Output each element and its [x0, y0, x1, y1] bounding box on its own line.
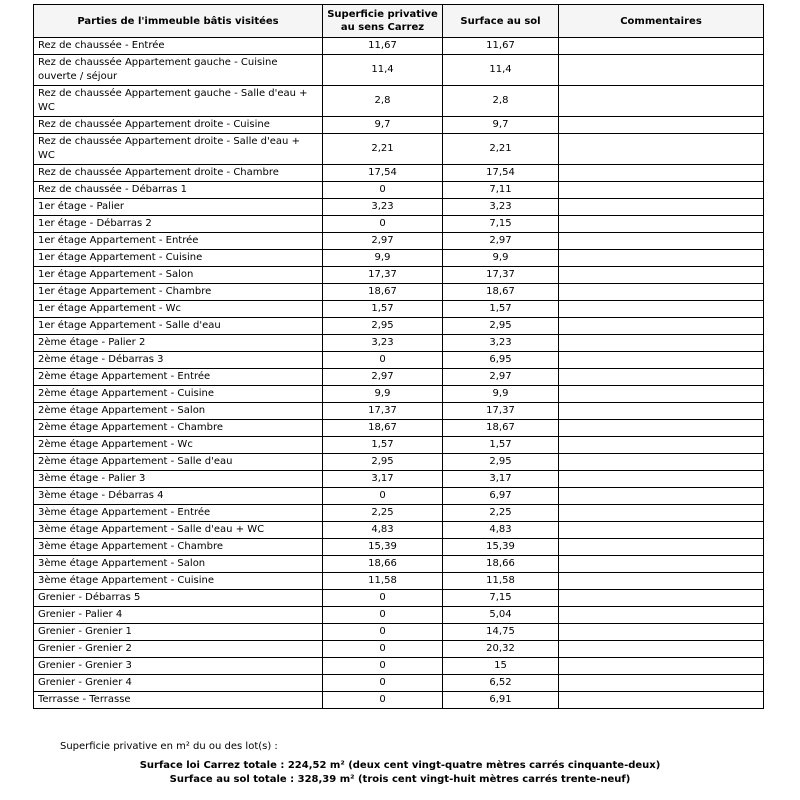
surface-table — [33, 4, 764, 709]
cell-superficie-carrez: 18,67 — [323, 284, 443, 301]
cell-surface-sol: 1,57 — [443, 301, 559, 318]
cell-partie: Grenier - Grenier 3 — [34, 658, 323, 675]
cell-surface-sol: 18,67 — [443, 284, 559, 301]
cell-commentaire — [559, 335, 764, 352]
table-row — [34, 38, 764, 55]
cell-partie: 2ème étage - Débarras 3 — [34, 352, 323, 369]
cell-superficie-carrez: 11,4 — [323, 55, 443, 86]
cell-superficie-carrez: 11,67 — [323, 38, 443, 55]
header-row — [34, 5, 764, 38]
cell-superficie-carrez: 9,7 — [323, 117, 443, 134]
cell-surface-sol: 15,39 — [443, 539, 559, 556]
cell-commentaire — [559, 386, 764, 403]
total-surface-sol: Surface au sol totale : 328,39 m² (trois cent vingt-huit mètres carrés trente-neuf) — [169, 774, 631, 785]
cell-surface-sol: 6,52 — [443, 675, 559, 692]
table-row — [34, 182, 764, 199]
cell-commentaire — [559, 318, 764, 335]
cell-partie: Grenier - Grenier 2 — [34, 641, 323, 658]
table-row — [34, 250, 764, 267]
cell-superficie-carrez: 2,97 — [323, 233, 443, 250]
cell-partie: 3ème étage Appartement - Entrée — [34, 505, 323, 522]
cell-commentaire — [559, 454, 764, 471]
cell-commentaire — [559, 117, 764, 134]
cell-partie: 3ème étage Appartement - Cuisine — [34, 573, 323, 590]
table-body — [34, 38, 764, 709]
cell-commentaire — [559, 692, 764, 709]
table-row — [34, 403, 764, 420]
cell-commentaire — [559, 301, 764, 318]
cell-surface-sol: 7,11 — [443, 182, 559, 199]
cell-surface-sol: 1,57 — [443, 437, 559, 454]
cell-superficie-carrez: 2,95 — [323, 318, 443, 335]
cell-commentaire — [559, 86, 764, 117]
cell-commentaire — [559, 641, 764, 658]
cell-partie: 1er étage Appartement - Chambre — [34, 284, 323, 301]
cell-partie: 1er étage - Palier — [34, 199, 323, 216]
table-row — [34, 675, 764, 692]
cell-surface-sol: 9,7 — [443, 117, 559, 134]
table-row — [34, 641, 764, 658]
cell-commentaire — [559, 403, 764, 420]
table-row — [34, 369, 764, 386]
cell-commentaire — [559, 134, 764, 165]
cell-commentaire — [559, 182, 764, 199]
totals-block — [0, 759, 800, 787]
table-row — [34, 233, 764, 250]
table-row — [34, 86, 764, 117]
table-row — [34, 471, 764, 488]
cell-partie: 1er étage Appartement - Salle d'eau — [34, 318, 323, 335]
cell-surface-sol: 18,67 — [443, 420, 559, 437]
table-row — [34, 522, 764, 539]
cell-superficie-carrez: 0 — [323, 216, 443, 233]
cell-partie: Rez de chaussée Appartement droite - Salle d'eau + WC — [34, 134, 323, 165]
col-header-superficie-carrez: Superficie privative au sens Carrez — [323, 5, 443, 38]
table-row — [34, 301, 764, 318]
cell-partie: Grenier - Débarras 5 — [34, 590, 323, 607]
cell-superficie-carrez: 9,9 — [323, 250, 443, 267]
cell-surface-sol: 4,83 — [443, 522, 559, 539]
cell-surface-sol: 7,15 — [443, 216, 559, 233]
cell-commentaire — [559, 675, 764, 692]
cell-commentaire — [559, 216, 764, 233]
cell-superficie-carrez: 3,23 — [323, 335, 443, 352]
cell-partie: 2ème étage Appartement - Wc — [34, 437, 323, 454]
cell-superficie-carrez: 17,37 — [323, 267, 443, 284]
cell-superficie-carrez: 3,23 — [323, 199, 443, 216]
table-row — [34, 658, 764, 675]
cell-commentaire — [559, 658, 764, 675]
total-loi-carrez: Surface loi Carrez totale : 224,52 m² (deux cent vingt-quatre mètres carrés cinquante-deux) — [139, 760, 661, 771]
cell-surface-sol: 7,15 — [443, 590, 559, 607]
cell-partie: 3ème étage Appartement - Chambre — [34, 539, 323, 556]
table-row — [34, 117, 764, 134]
cell-surface-sol: 18,66 — [443, 556, 559, 573]
cell-partie: 1er étage Appartement - Cuisine — [34, 250, 323, 267]
cell-superficie-carrez: 2,95 — [323, 454, 443, 471]
cell-surface-sol: 2,95 — [443, 454, 559, 471]
cell-commentaire — [559, 556, 764, 573]
cell-superficie-carrez: 0 — [323, 488, 443, 505]
cell-partie: 2ème étage Appartement - Cuisine — [34, 386, 323, 403]
table-header — [34, 5, 764, 38]
cell-commentaire — [559, 522, 764, 539]
cell-surface-sol: 17,37 — [443, 403, 559, 420]
table-row — [34, 134, 764, 165]
cell-commentaire — [559, 199, 764, 216]
cell-superficie-carrez: 3,17 — [323, 471, 443, 488]
col-header-commentaires: Commentaires — [559, 5, 764, 38]
cell-superficie-carrez: 0 — [323, 624, 443, 641]
cell-commentaire — [559, 488, 764, 505]
cell-partie: 2ème étage Appartement - Entrée — [34, 369, 323, 386]
cell-partie: Rez de chaussée Appartement gauche - Salle d'eau + WC — [34, 86, 323, 117]
cell-surface-sol: 17,54 — [443, 165, 559, 182]
table-row — [34, 505, 764, 522]
cell-superficie-carrez: 15,39 — [323, 539, 443, 556]
cell-commentaire — [559, 165, 764, 182]
cell-surface-sol: 2,95 — [443, 318, 559, 335]
cell-superficie-carrez: 18,66 — [323, 556, 443, 573]
table-row — [34, 216, 764, 233]
table-row — [34, 454, 764, 471]
cell-commentaire — [559, 38, 764, 55]
cell-commentaire — [559, 55, 764, 86]
superficie-note: Superficie privative en m² du ou des lot(s) : — [60, 741, 278, 752]
cell-superficie-carrez: 11,58 — [323, 573, 443, 590]
cell-commentaire — [559, 539, 764, 556]
table-row — [34, 199, 764, 216]
cell-partie: Grenier - Palier 4 — [34, 607, 323, 624]
cell-surface-sol: 11,4 — [443, 55, 559, 86]
table-row — [34, 607, 764, 624]
cell-commentaire — [559, 352, 764, 369]
cell-commentaire — [559, 590, 764, 607]
table-row — [34, 573, 764, 590]
table-row — [34, 488, 764, 505]
cell-surface-sol: 15 — [443, 658, 559, 675]
cell-surface-sol: 6,97 — [443, 488, 559, 505]
cell-superficie-carrez: 2,8 — [323, 86, 443, 117]
table-row — [34, 165, 764, 182]
cell-partie: 1er étage Appartement - Entrée — [34, 233, 323, 250]
cell-superficie-carrez: 2,21 — [323, 134, 443, 165]
cell-partie: Grenier - Grenier 4 — [34, 675, 323, 692]
table-row — [34, 352, 764, 369]
cell-commentaire — [559, 369, 764, 386]
cell-surface-sol: 3,23 — [443, 335, 559, 352]
cell-superficie-carrez: 0 — [323, 182, 443, 199]
cell-surface-sol: 9,9 — [443, 250, 559, 267]
cell-partie: 2ème étage - Palier 2 — [34, 335, 323, 352]
table-row — [34, 55, 764, 86]
cell-partie: 2ème étage Appartement - Chambre — [34, 420, 323, 437]
cell-partie: 1er étage Appartement - Wc — [34, 301, 323, 318]
cell-superficie-carrez: 17,54 — [323, 165, 443, 182]
cell-commentaire — [559, 505, 764, 522]
cell-surface-sol: 2,97 — [443, 369, 559, 386]
cell-partie: Grenier - Grenier 1 — [34, 624, 323, 641]
cell-partie: Rez de chaussée - Entrée — [34, 38, 323, 55]
table-row — [34, 420, 764, 437]
table-row — [34, 284, 764, 301]
cell-partie: Rez de chaussée Appartement droite - Chambre — [34, 165, 323, 182]
cell-superficie-carrez: 0 — [323, 352, 443, 369]
cell-superficie-carrez: 1,57 — [323, 301, 443, 318]
cell-partie: 3ème étage Appartement - Salon — [34, 556, 323, 573]
cell-superficie-carrez: 0 — [323, 590, 443, 607]
table-row — [34, 539, 764, 556]
cell-surface-sol: 11,67 — [443, 38, 559, 55]
cell-surface-sol: 5,04 — [443, 607, 559, 624]
cell-partie: 3ème étage - Palier 3 — [34, 471, 323, 488]
cell-superficie-carrez: 9,9 — [323, 386, 443, 403]
cell-partie: Rez de chaussée - Débarras 1 — [34, 182, 323, 199]
cell-commentaire — [559, 250, 764, 267]
cell-commentaire — [559, 420, 764, 437]
cell-surface-sol: 2,21 — [443, 134, 559, 165]
table-row — [34, 556, 764, 573]
cell-surface-sol: 20,32 — [443, 641, 559, 658]
cell-surface-sol: 2,8 — [443, 86, 559, 117]
cell-commentaire — [559, 267, 764, 284]
table-row — [34, 386, 764, 403]
cell-surface-sol: 6,91 — [443, 692, 559, 709]
col-header-parties: Parties de l'immeuble bâtis visitées — [34, 5, 323, 38]
cell-commentaire — [559, 233, 764, 250]
cell-partie: 1er étage - Débarras 2 — [34, 216, 323, 233]
cell-superficie-carrez: 2,25 — [323, 505, 443, 522]
cell-commentaire — [559, 573, 764, 590]
cell-superficie-carrez: 4,83 — [323, 522, 443, 539]
cell-partie: Rez de chaussée Appartement droite - Cuisine — [34, 117, 323, 134]
table-row — [34, 590, 764, 607]
cell-superficie-carrez: 0 — [323, 675, 443, 692]
cell-partie: Terrasse - Terrasse — [34, 692, 323, 709]
cell-surface-sol: 17,37 — [443, 267, 559, 284]
cell-surface-sol: 14,75 — [443, 624, 559, 641]
cell-commentaire — [559, 624, 764, 641]
table-row — [34, 318, 764, 335]
cell-surface-sol: 2,25 — [443, 505, 559, 522]
cell-surface-sol: 6,95 — [443, 352, 559, 369]
cell-partie: 1er étage Appartement - Salon — [34, 267, 323, 284]
cell-partie: 2ème étage Appartement - Salle d'eau — [34, 454, 323, 471]
table-row — [34, 335, 764, 352]
cell-commentaire — [559, 471, 764, 488]
cell-commentaire — [559, 607, 764, 624]
cell-superficie-carrez: 17,37 — [323, 403, 443, 420]
table-row — [34, 437, 764, 454]
cell-partie: Rez de chaussée Appartement gauche - Cuisine ouverte / séjour — [34, 55, 323, 86]
cell-superficie-carrez: 0 — [323, 658, 443, 675]
cell-surface-sol: 2,97 — [443, 233, 559, 250]
cell-commentaire — [559, 437, 764, 454]
cell-superficie-carrez: 1,57 — [323, 437, 443, 454]
cell-partie: 3ème étage - Débarras 4 — [34, 488, 323, 505]
cell-superficie-carrez: 18,67 — [323, 420, 443, 437]
cell-surface-sol: 3,17 — [443, 471, 559, 488]
cell-superficie-carrez: 0 — [323, 641, 443, 658]
table-row — [34, 267, 764, 284]
table-row — [34, 692, 764, 709]
col-header-surface-sol: Surface au sol — [443, 5, 559, 38]
cell-partie: 2ème étage Appartement - Salon — [34, 403, 323, 420]
cell-partie: 3ème étage Appartement - Salle d'eau + WC — [34, 522, 323, 539]
table-row — [34, 624, 764, 641]
cell-superficie-carrez: 0 — [323, 607, 443, 624]
cell-superficie-carrez: 2,97 — [323, 369, 443, 386]
cell-superficie-carrez: 0 — [323, 692, 443, 709]
cell-surface-sol: 3,23 — [443, 199, 559, 216]
cell-surface-sol: 9,9 — [443, 386, 559, 403]
cell-commentaire — [559, 284, 764, 301]
cell-surface-sol: 11,58 — [443, 573, 559, 590]
